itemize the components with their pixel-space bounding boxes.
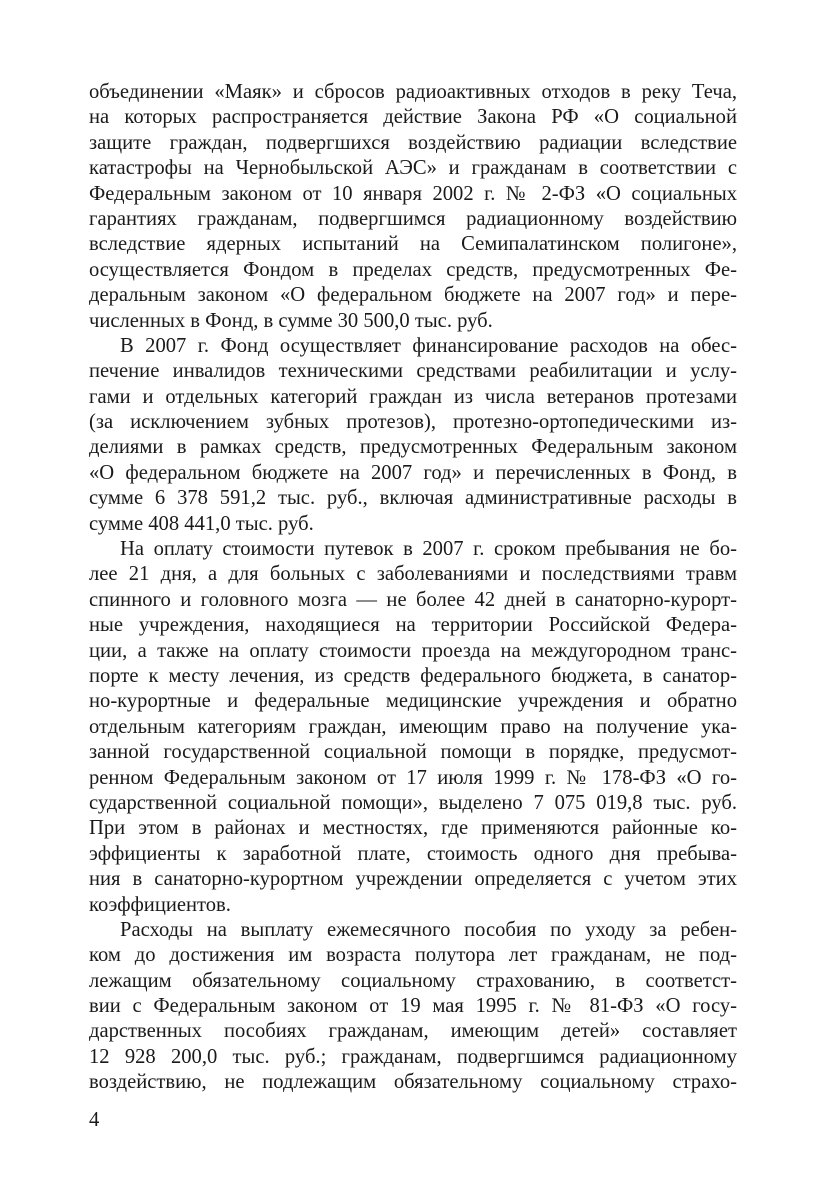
text-line: сумме 408 441,0 тыс. руб. <box>89 512 314 535</box>
text-line: коэффициентов. <box>89 893 231 916</box>
text-line: деральным законом «О федеральном бюджете на 2007 год» и пере- <box>89 284 737 307</box>
text-line: защите граждан, подвергшихся воздействию радиации вследствие <box>89 131 737 154</box>
text-line: Расходы на выплату ежемесячного пособия по уходу за ребен- <box>120 918 737 941</box>
text-line: отдельным категориям граждан, имеющим право на получение ука- <box>89 715 737 738</box>
text-line: эффициенты к заработной плате, стоимость одного дня пребыва- <box>89 842 737 865</box>
text-line: сумме 6 378 591,2 тыс. руб., включая административные расходы в <box>89 487 737 510</box>
text-line: вии с Федеральным законом от 19 мая 1995 г. № 81-ФЗ «О госу- <box>89 995 737 1018</box>
text-line: воздействию, не подлежащим обязательному социальному страхо- <box>89 1071 737 1094</box>
text-line: лежащим обязательному социальному страхованию, в соответст- <box>89 969 737 992</box>
text-line: печение инвалидов техническими средствами реабилитации и услу- <box>89 360 737 383</box>
text-line: ции, а также на оплату стоимости проезда на междугородном транс- <box>89 639 737 662</box>
text-line: осуществляется Фондом в пределах средств, предусмотренных Фе- <box>89 258 737 281</box>
text-line: делиями в рамках средств, предусмотренных Федеральным законом <box>89 436 737 459</box>
text-line: Федеральным законом от 10 января 2002 г. № 2-ФЗ «О социальных <box>89 182 737 205</box>
text-line: ком до достижения им возраста полутора лет гражданам, не под- <box>89 944 737 967</box>
text-line: ния в санаторно-курортном учреждении определяется с учетом этих <box>89 868 737 891</box>
text-line: ренном Федеральным законом от 17 июля 1999 г. № 178-ФЗ «О го- <box>89 766 737 789</box>
text-line: гами и отдельных категорий граждан из числа ветеранов протезами <box>89 385 737 408</box>
paragraph-1 <box>89 80 737 334</box>
text-line: лее 21 дня, а для больных с заболеваниями и последствиями травм <box>89 563 737 586</box>
text-line: вследствие ядерных испытаний на Семипалатинском полигоне», <box>89 233 737 256</box>
text-line: (за исключением зубных протезов), протезно-ортопедическими из- <box>89 411 737 434</box>
text-line: гарантиях гражданам, подвергшимся радиационному воздействию <box>89 207 737 230</box>
page-number: 4 <box>89 1109 100 1131</box>
text-line: но-курортные и федеральные медицинские учреждения и обратно <box>89 690 737 713</box>
paragraph-3 <box>89 537 737 918</box>
text-line: дарственных пособиях гражданам, имеющим детей» составляет <box>89 1020 737 1043</box>
text-line: занной государственной социальной помощи в порядке, предусмот- <box>89 741 737 764</box>
text-line: сударственной социальной помощи», выделено 7 075 019,8 тыс. руб. <box>89 791 737 814</box>
text-line: В 2007 г. Фонд осуществляет финансирование расходов на обес- <box>120 334 737 357</box>
text-line: «О федеральном бюджете на 2007 год» и перечисленных в Фонд, в <box>89 461 737 484</box>
paragraph-4 <box>89 918 737 1096</box>
text-line: 12 928 200,0 тыс. руб.; гражданам, подвергшимся радиационному <box>89 1045 737 1068</box>
text-line: порте к месту лечения, из средств федерального бюджета, в санатор- <box>89 664 737 687</box>
page-body <box>89 80 737 1096</box>
text-line: на которых распространяется действие Закона РФ «О социальной <box>89 106 737 129</box>
text-line: На оплату стоимости путевок в 2007 г. сроком пребывания не бо- <box>120 538 737 561</box>
paragraph-2 <box>89 334 737 537</box>
text-line: спинного и головного мозга — не более 42 дней в санаторно-курорт- <box>89 588 737 611</box>
text-line: численных в Фонд, в сумме 30 500,0 тыс. руб. <box>89 309 493 332</box>
text-line: объединении «Маяк» и сбросов радиоактивных отходов в реку Теча, <box>89 81 737 103</box>
text-line: ные учреждения, находящиеся на территории Российской Федера- <box>89 614 737 637</box>
text-line: катастрофы на Чернобыльской АЭС» и гражданам в соответствии с <box>89 157 737 180</box>
text-line: При этом в районах и местностях, где применяются районные ко- <box>89 817 737 840</box>
